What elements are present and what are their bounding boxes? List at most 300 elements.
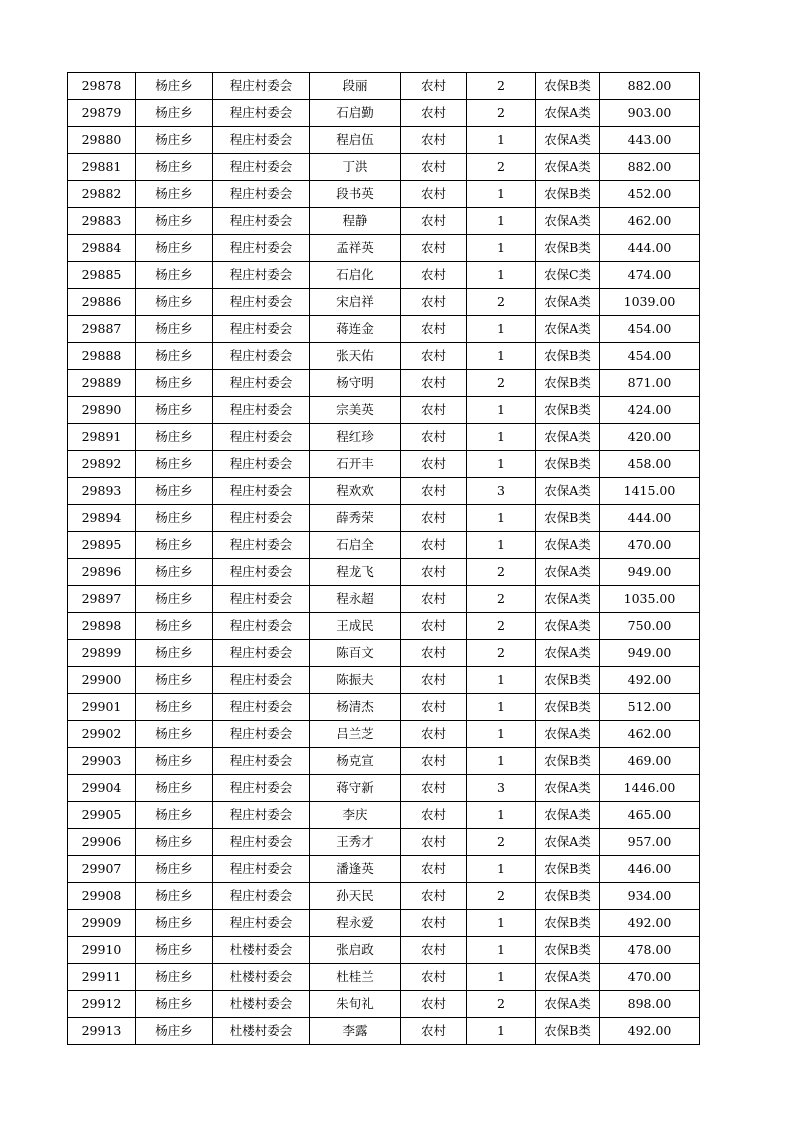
household-count-cell: 1 xyxy=(467,937,536,964)
amount-cell: 949.00 xyxy=(600,640,700,667)
name-cell: 石启化 xyxy=(310,262,401,289)
record-id-cell: 29884 xyxy=(68,235,136,262)
category-cell: 农保B类 xyxy=(536,397,600,424)
household-count-cell: 1 xyxy=(467,748,536,775)
household-count-cell: 1 xyxy=(467,856,536,883)
household-count-cell: 2 xyxy=(467,883,536,910)
township-cell: 杨庄乡 xyxy=(136,856,213,883)
household-count-cell: 1 xyxy=(467,667,536,694)
area-type-cell: 农村 xyxy=(401,316,467,343)
area-type-cell: 农村 xyxy=(401,775,467,802)
village-committee-cell: 程庄村委会 xyxy=(213,154,310,181)
township-cell: 杨庄乡 xyxy=(136,613,213,640)
name-cell: 王秀才 xyxy=(310,829,401,856)
township-cell: 杨庄乡 xyxy=(136,127,213,154)
village-committee-cell: 程庄村委会 xyxy=(213,883,310,910)
amount-cell: 462.00 xyxy=(600,208,700,235)
township-cell: 杨庄乡 xyxy=(136,478,213,505)
table-row xyxy=(68,721,700,748)
village-committee-cell: 杜楼村委会 xyxy=(213,964,310,991)
record-id-cell: 29890 xyxy=(68,397,136,424)
amount-cell: 750.00 xyxy=(600,613,700,640)
household-count-cell: 2 xyxy=(467,613,536,640)
township-cell: 杨庄乡 xyxy=(136,829,213,856)
amount-cell: 949.00 xyxy=(600,559,700,586)
area-type-cell: 农村 xyxy=(401,991,467,1018)
category-cell: 农保B类 xyxy=(536,667,600,694)
amount-cell: 512.00 xyxy=(600,694,700,721)
record-id-cell: 29881 xyxy=(68,154,136,181)
record-id-cell: 29906 xyxy=(68,829,136,856)
township-cell: 杨庄乡 xyxy=(136,694,213,721)
area-type-cell: 农村 xyxy=(401,856,467,883)
area-type-cell: 农村 xyxy=(401,73,467,100)
amount-cell: 420.00 xyxy=(600,424,700,451)
category-cell: 农保A类 xyxy=(536,991,600,1018)
record-id-cell: 29880 xyxy=(68,127,136,154)
village-committee-cell: 程庄村委会 xyxy=(213,181,310,208)
record-id-cell: 29897 xyxy=(68,586,136,613)
category-cell: 农保B类 xyxy=(536,73,600,100)
household-count-cell: 1 xyxy=(467,343,536,370)
amount-cell: 462.00 xyxy=(600,721,700,748)
category-cell: 农保A类 xyxy=(536,208,600,235)
name-cell: 程静 xyxy=(310,208,401,235)
category-cell: 农保B类 xyxy=(536,910,600,937)
category-cell: 农保B类 xyxy=(536,343,600,370)
name-cell: 孙天民 xyxy=(310,883,401,910)
table-row xyxy=(68,424,700,451)
area-type-cell: 农村 xyxy=(401,613,467,640)
household-count-cell: 2 xyxy=(467,586,536,613)
village-committee-cell: 程庄村委会 xyxy=(213,289,310,316)
name-cell: 薛秀荣 xyxy=(310,505,401,532)
record-id-cell: 29905 xyxy=(68,802,136,829)
name-cell: 宗美英 xyxy=(310,397,401,424)
record-id-cell: 29903 xyxy=(68,748,136,775)
household-count-cell: 1 xyxy=(467,316,536,343)
household-count-cell: 2 xyxy=(467,640,536,667)
township-cell: 杨庄乡 xyxy=(136,451,213,478)
amount-cell: 1035.00 xyxy=(600,586,700,613)
household-count-cell: 1 xyxy=(467,235,536,262)
record-id-cell: 29894 xyxy=(68,505,136,532)
area-type-cell: 农村 xyxy=(401,100,467,127)
amount-cell: 903.00 xyxy=(600,100,700,127)
amount-cell: 458.00 xyxy=(600,451,700,478)
household-count-cell: 1 xyxy=(467,532,536,559)
household-count-cell: 1 xyxy=(467,208,536,235)
township-cell: 杨庄乡 xyxy=(136,316,213,343)
household-count-cell: 2 xyxy=(467,100,536,127)
table-row xyxy=(68,910,700,937)
household-count-cell: 3 xyxy=(467,775,536,802)
village-committee-cell: 程庄村委会 xyxy=(213,667,310,694)
record-id-cell: 29888 xyxy=(68,343,136,370)
name-cell: 石启勤 xyxy=(310,100,401,127)
name-cell: 张天佑 xyxy=(310,343,401,370)
table-row xyxy=(68,505,700,532)
household-count-cell: 1 xyxy=(467,910,536,937)
record-id-cell: 29878 xyxy=(68,73,136,100)
table-row xyxy=(68,73,700,100)
table-row xyxy=(68,559,700,586)
village-committee-cell: 程庄村委会 xyxy=(213,802,310,829)
amount-cell: 1415.00 xyxy=(600,478,700,505)
amount-cell: 465.00 xyxy=(600,802,700,829)
category-cell: 农保A类 xyxy=(536,154,600,181)
township-cell: 杨庄乡 xyxy=(136,802,213,829)
table-row xyxy=(68,640,700,667)
village-committee-cell: 程庄村委会 xyxy=(213,721,310,748)
area-type-cell: 农村 xyxy=(401,208,467,235)
record-id-cell: 29900 xyxy=(68,667,136,694)
record-id-cell: 29887 xyxy=(68,316,136,343)
name-cell: 吕兰芝 xyxy=(310,721,401,748)
amount-cell: 934.00 xyxy=(600,883,700,910)
name-cell: 程永超 xyxy=(310,586,401,613)
table-row xyxy=(68,694,700,721)
table-row xyxy=(68,883,700,910)
area-type-cell: 农村 xyxy=(401,559,467,586)
area-type-cell: 农村 xyxy=(401,235,467,262)
area-type-cell: 农村 xyxy=(401,1018,467,1045)
household-count-cell: 1 xyxy=(467,397,536,424)
table-row xyxy=(68,937,700,964)
township-cell: 杨庄乡 xyxy=(136,208,213,235)
category-cell: 农保C类 xyxy=(536,262,600,289)
area-type-cell: 农村 xyxy=(401,370,467,397)
category-cell: 农保B类 xyxy=(536,451,600,478)
village-committee-cell: 程庄村委会 xyxy=(213,424,310,451)
township-cell: 杨庄乡 xyxy=(136,532,213,559)
household-count-cell: 1 xyxy=(467,802,536,829)
name-cell: 陈振夫 xyxy=(310,667,401,694)
area-type-cell: 农村 xyxy=(401,802,467,829)
township-cell: 杨庄乡 xyxy=(136,289,213,316)
area-type-cell: 农村 xyxy=(401,964,467,991)
category-cell: 农保B类 xyxy=(536,883,600,910)
name-cell: 杨守明 xyxy=(310,370,401,397)
village-committee-cell: 杜楼村委会 xyxy=(213,1018,310,1045)
area-type-cell: 农村 xyxy=(401,829,467,856)
table-row xyxy=(68,829,700,856)
table-row xyxy=(68,451,700,478)
village-committee-cell: 程庄村委会 xyxy=(213,505,310,532)
name-cell: 程龙飞 xyxy=(310,559,401,586)
category-cell: 农保A类 xyxy=(536,532,600,559)
category-cell: 农保B类 xyxy=(536,235,600,262)
name-cell: 朱旬礼 xyxy=(310,991,401,1018)
amount-cell: 454.00 xyxy=(600,343,700,370)
category-cell: 农保B类 xyxy=(536,181,600,208)
name-cell: 程启伍 xyxy=(310,127,401,154)
area-type-cell: 农村 xyxy=(401,154,467,181)
record-id-cell: 29889 xyxy=(68,370,136,397)
record-id-cell: 29912 xyxy=(68,991,136,1018)
record-id-cell: 29911 xyxy=(68,964,136,991)
area-type-cell: 农村 xyxy=(401,667,467,694)
village-committee-cell: 程庄村委会 xyxy=(213,748,310,775)
village-committee-cell: 杜楼村委会 xyxy=(213,991,310,1018)
record-id-cell: 29910 xyxy=(68,937,136,964)
category-cell: 农保A类 xyxy=(536,721,600,748)
amount-cell: 454.00 xyxy=(600,316,700,343)
township-cell: 杨庄乡 xyxy=(136,73,213,100)
category-cell: 农保A类 xyxy=(536,775,600,802)
name-cell: 蒋连金 xyxy=(310,316,401,343)
category-cell: 农保A类 xyxy=(536,424,600,451)
village-committee-cell: 程庄村委会 xyxy=(213,640,310,667)
table-row xyxy=(68,127,700,154)
record-id-cell: 29899 xyxy=(68,640,136,667)
area-type-cell: 农村 xyxy=(401,262,467,289)
area-type-cell: 农村 xyxy=(401,478,467,505)
amount-cell: 1039.00 xyxy=(600,289,700,316)
township-cell: 杨庄乡 xyxy=(136,883,213,910)
record-id-cell: 29913 xyxy=(68,1018,136,1045)
category-cell: 农保A类 xyxy=(536,586,600,613)
township-cell: 杨庄乡 xyxy=(136,667,213,694)
name-cell: 宋启祥 xyxy=(310,289,401,316)
household-count-cell: 2 xyxy=(467,154,536,181)
amount-cell: 424.00 xyxy=(600,397,700,424)
village-committee-cell: 程庄村委会 xyxy=(213,532,310,559)
village-committee-cell: 程庄村委会 xyxy=(213,262,310,289)
amount-cell: 444.00 xyxy=(600,235,700,262)
area-type-cell: 农村 xyxy=(401,289,467,316)
amount-cell: 443.00 xyxy=(600,127,700,154)
name-cell: 杜桂兰 xyxy=(310,964,401,991)
table-row xyxy=(68,667,700,694)
category-cell: 农保A类 xyxy=(536,640,600,667)
village-committee-cell: 程庄村委会 xyxy=(213,694,310,721)
table-row xyxy=(68,343,700,370)
village-committee-cell: 程庄村委会 xyxy=(213,775,310,802)
township-cell: 杨庄乡 xyxy=(136,937,213,964)
table-row xyxy=(68,964,700,991)
record-id-cell: 29883 xyxy=(68,208,136,235)
household-count-cell: 1 xyxy=(467,964,536,991)
amount-cell: 492.00 xyxy=(600,667,700,694)
village-committee-cell: 程庄村委会 xyxy=(213,586,310,613)
township-cell: 杨庄乡 xyxy=(136,775,213,802)
name-cell: 李庆 xyxy=(310,802,401,829)
record-id-cell: 29893 xyxy=(68,478,136,505)
area-type-cell: 农村 xyxy=(401,586,467,613)
record-id-cell: 29885 xyxy=(68,262,136,289)
table-row xyxy=(68,802,700,829)
record-id-cell: 29891 xyxy=(68,424,136,451)
village-committee-cell: 程庄村委会 xyxy=(213,235,310,262)
record-id-cell: 29898 xyxy=(68,613,136,640)
amount-cell: 1446.00 xyxy=(600,775,700,802)
amount-cell: 492.00 xyxy=(600,1018,700,1045)
village-committee-cell: 程庄村委会 xyxy=(213,343,310,370)
category-cell: 农保A类 xyxy=(536,964,600,991)
village-committee-cell: 程庄村委会 xyxy=(213,316,310,343)
table-row xyxy=(68,775,700,802)
area-type-cell: 农村 xyxy=(401,883,467,910)
name-cell: 程永爱 xyxy=(310,910,401,937)
village-committee-cell: 程庄村委会 xyxy=(213,73,310,100)
table-row xyxy=(68,154,700,181)
name-cell: 石开丰 xyxy=(310,451,401,478)
name-cell: 段书英 xyxy=(310,181,401,208)
amount-cell: 882.00 xyxy=(600,154,700,181)
records-table xyxy=(67,72,700,1045)
area-type-cell: 农村 xyxy=(401,397,467,424)
village-committee-cell: 程庄村委会 xyxy=(213,397,310,424)
name-cell: 程红珍 xyxy=(310,424,401,451)
amount-cell: 492.00 xyxy=(600,910,700,937)
table-row xyxy=(68,370,700,397)
category-cell: 农保B类 xyxy=(536,370,600,397)
village-committee-cell: 程庄村委会 xyxy=(213,856,310,883)
township-cell: 杨庄乡 xyxy=(136,343,213,370)
township-cell: 杨庄乡 xyxy=(136,397,213,424)
name-cell: 陈百文 xyxy=(310,640,401,667)
record-id-cell: 29896 xyxy=(68,559,136,586)
amount-cell: 470.00 xyxy=(600,964,700,991)
name-cell: 李露 xyxy=(310,1018,401,1045)
table-row xyxy=(68,613,700,640)
area-type-cell: 农村 xyxy=(401,424,467,451)
record-id-cell: 29901 xyxy=(68,694,136,721)
category-cell: 农保B类 xyxy=(536,856,600,883)
record-id-cell: 29907 xyxy=(68,856,136,883)
amount-cell: 478.00 xyxy=(600,937,700,964)
category-cell: 农保A类 xyxy=(536,316,600,343)
category-cell: 农保A类 xyxy=(536,559,600,586)
area-type-cell: 农村 xyxy=(401,937,467,964)
table-row xyxy=(68,586,700,613)
village-committee-cell: 杜楼村委会 xyxy=(213,937,310,964)
category-cell: 农保B类 xyxy=(536,505,600,532)
township-cell: 杨庄乡 xyxy=(136,505,213,532)
area-type-cell: 农村 xyxy=(401,181,467,208)
table-row xyxy=(68,478,700,505)
household-count-cell: 2 xyxy=(467,991,536,1018)
table-row xyxy=(68,208,700,235)
table-row xyxy=(68,235,700,262)
category-cell: 农保A类 xyxy=(536,829,600,856)
category-cell: 农保A类 xyxy=(536,802,600,829)
household-count-cell: 1 xyxy=(467,127,536,154)
area-type-cell: 农村 xyxy=(401,910,467,937)
record-id-cell: 29895 xyxy=(68,532,136,559)
table-row xyxy=(68,289,700,316)
category-cell: 农保A类 xyxy=(536,100,600,127)
household-count-cell: 2 xyxy=(467,73,536,100)
category-cell: 农保B类 xyxy=(536,694,600,721)
township-cell: 杨庄乡 xyxy=(136,640,213,667)
village-committee-cell: 程庄村委会 xyxy=(213,127,310,154)
record-id-cell: 29879 xyxy=(68,100,136,127)
township-cell: 杨庄乡 xyxy=(136,181,213,208)
record-id-cell: 29892 xyxy=(68,451,136,478)
township-cell: 杨庄乡 xyxy=(136,100,213,127)
name-cell: 丁洪 xyxy=(310,154,401,181)
household-count-cell: 2 xyxy=(467,559,536,586)
name-cell: 蒋守新 xyxy=(310,775,401,802)
name-cell: 程欢欢 xyxy=(310,478,401,505)
township-cell: 杨庄乡 xyxy=(136,559,213,586)
amount-cell: 474.00 xyxy=(600,262,700,289)
name-cell: 段丽 xyxy=(310,73,401,100)
record-id-cell: 29882 xyxy=(68,181,136,208)
area-type-cell: 农村 xyxy=(401,343,467,370)
village-committee-cell: 程庄村委会 xyxy=(213,370,310,397)
township-cell: 杨庄乡 xyxy=(136,910,213,937)
amount-cell: 470.00 xyxy=(600,532,700,559)
household-count-cell: 1 xyxy=(467,181,536,208)
category-cell: 农保B类 xyxy=(536,748,600,775)
area-type-cell: 农村 xyxy=(401,640,467,667)
amount-cell: 446.00 xyxy=(600,856,700,883)
area-type-cell: 农村 xyxy=(401,532,467,559)
name-cell: 石启全 xyxy=(310,532,401,559)
household-count-cell: 2 xyxy=(467,370,536,397)
record-id-cell: 29908 xyxy=(68,883,136,910)
area-type-cell: 农村 xyxy=(401,721,467,748)
village-committee-cell: 程庄村委会 xyxy=(213,829,310,856)
household-count-cell: 1 xyxy=(467,451,536,478)
category-cell: 农保B类 xyxy=(536,1018,600,1045)
name-cell: 杨克宣 xyxy=(310,748,401,775)
township-cell: 杨庄乡 xyxy=(136,991,213,1018)
household-count-cell: 2 xyxy=(467,289,536,316)
household-count-cell: 1 xyxy=(467,721,536,748)
township-cell: 杨庄乡 xyxy=(136,235,213,262)
name-cell: 孟祥英 xyxy=(310,235,401,262)
area-type-cell: 农村 xyxy=(401,451,467,478)
name-cell: 杨清杰 xyxy=(310,694,401,721)
amount-cell: 882.00 xyxy=(600,73,700,100)
township-cell: 杨庄乡 xyxy=(136,964,213,991)
name-cell: 潘逢英 xyxy=(310,856,401,883)
household-count-cell: 1 xyxy=(467,694,536,721)
household-count-cell: 1 xyxy=(467,505,536,532)
category-cell: 农保A类 xyxy=(536,613,600,640)
village-committee-cell: 程庄村委会 xyxy=(213,910,310,937)
village-committee-cell: 程庄村委会 xyxy=(213,100,310,127)
category-cell: 农保A类 xyxy=(536,478,600,505)
household-count-cell: 2 xyxy=(467,829,536,856)
village-committee-cell: 程庄村委会 xyxy=(213,208,310,235)
records-body xyxy=(68,73,700,1045)
area-type-cell: 农村 xyxy=(401,505,467,532)
name-cell: 王成民 xyxy=(310,613,401,640)
township-cell: 杨庄乡 xyxy=(136,262,213,289)
amount-cell: 452.00 xyxy=(600,181,700,208)
amount-cell: 957.00 xyxy=(600,829,700,856)
village-committee-cell: 程庄村委会 xyxy=(213,451,310,478)
township-cell: 杨庄乡 xyxy=(136,154,213,181)
area-type-cell: 农村 xyxy=(401,127,467,154)
village-committee-cell: 程庄村委会 xyxy=(213,478,310,505)
record-id-cell: 29902 xyxy=(68,721,136,748)
category-cell: 农保A类 xyxy=(536,127,600,154)
township-cell: 杨庄乡 xyxy=(136,424,213,451)
amount-cell: 469.00 xyxy=(600,748,700,775)
table-row xyxy=(68,748,700,775)
township-cell: 杨庄乡 xyxy=(136,1018,213,1045)
township-cell: 杨庄乡 xyxy=(136,370,213,397)
amount-cell: 898.00 xyxy=(600,991,700,1018)
household-count-cell: 1 xyxy=(467,424,536,451)
table-row xyxy=(68,856,700,883)
